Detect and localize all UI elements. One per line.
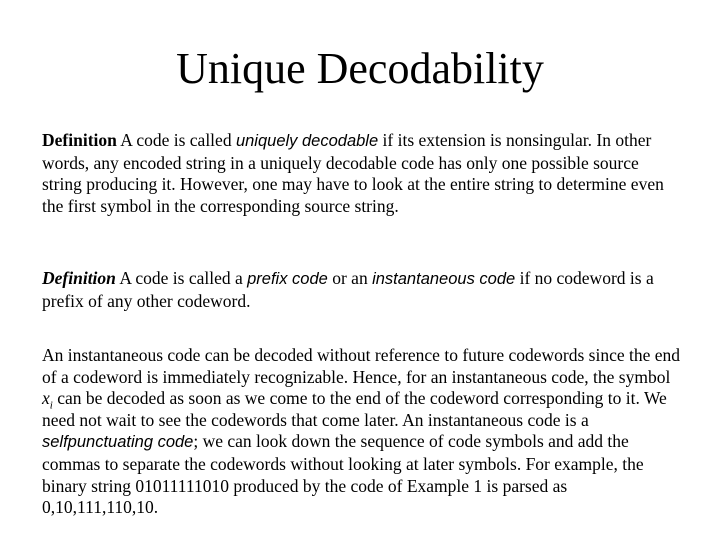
definition-text: A code is called a [115, 268, 248, 288]
explanation-text: ; we can look down the sequence of code symbols and add the commas to separate the codewords without looking at later symbols. For example, the binary string 01011111010 produced by the code of Example 1 is parsed as 0,10,111,110,10. [42, 431, 644, 518]
term-selfpunctuating-code: selfpunctuating code [42, 433, 194, 452]
definition-label: Definition [42, 268, 116, 288]
definition-uniquely-decodable [42, 130, 682, 217]
definition-text: if no codeword is a prefix of any other codeword. [42, 268, 654, 311]
explanation-paragraph [42, 345, 682, 519]
symbol-subscript: i [49, 399, 53, 412]
definition-text: A code is called [116, 130, 236, 150]
explanation-text: An instantaneous code can be decoded without reference to future codewords since the end of a codeword is immediately recognizable. Hence, for an instantaneous code, the symbol [42, 345, 681, 387]
definition-prefix-code [42, 268, 682, 312]
slide-title: Unique Decodability [176, 44, 544, 93]
term-instantaneous-code: instantaneous code [372, 270, 516, 288]
symbol-variable: x [42, 388, 50, 409]
term-uniquely-decodable: uniquely decodable [235, 132, 379, 150]
definition-text: or an [327, 268, 373, 288]
symbol-x-i [42, 388, 53, 412]
definition-text: if its extension is nonsingular. In other words, any encoded string in a uniquely decodable code has only one possible source string producing it. However, one may have to look at the entire string to determine even the first symbol in the corresponding source string. [42, 130, 664, 216]
definition-label: Definition [42, 130, 117, 150]
explanation-text: can be decoded as soon as we come to the end of the codeword corresponding to it. We need not wait to see the codewords that come later. An instantaneous code is a [42, 388, 667, 430]
term-prefix-code: prefix code [247, 270, 328, 288]
